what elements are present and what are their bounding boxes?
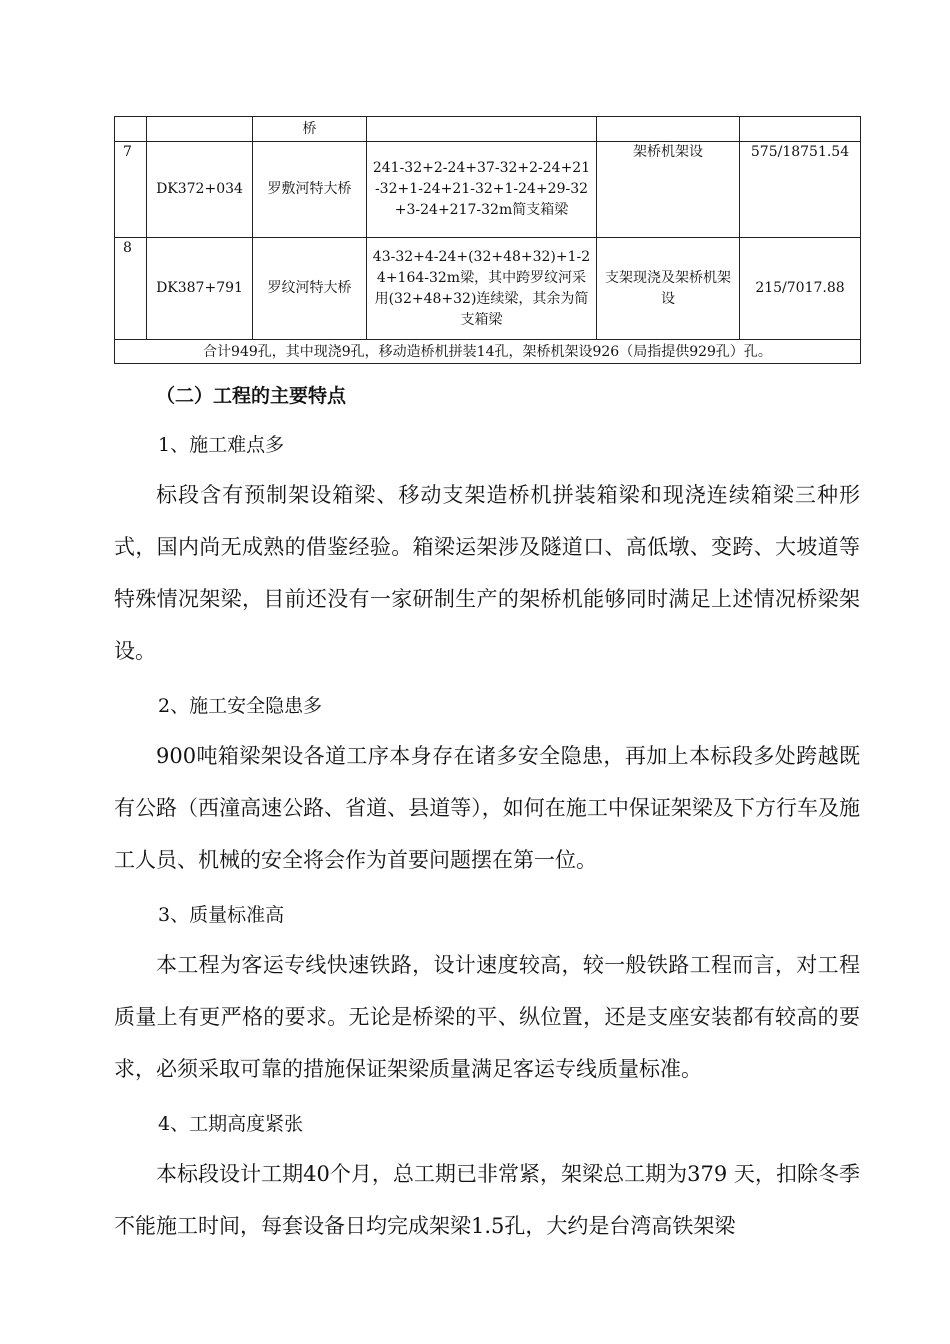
point-heading: 3、质量标准高 [158,904,285,926]
row-span-layout [367,117,597,142]
row-number [115,117,147,142]
row-count: 215/7017.88 [740,238,861,340]
section-title: （二）工程的主要特点 [156,385,347,407]
point-paragraph: 本标段设计工期40个月，总工期已非常紧，架梁总工期为379 天，扣除冬季不能施工时间，每套设备日均完成架梁1.5孔，大约是台湾高铁架梁 [114,1162,860,1238]
row-number: 8 [115,238,147,340]
row-method [597,117,740,142]
table-row [115,142,861,238]
row-mileage: DK387+791 [147,238,253,340]
point-paragraph: 标段含有预制架设箱梁、移动支架造桥机拼装箱梁和现浇连续箱梁三种形式，国内尚无成熟的借鉴经验。箱梁运架涉及隧道口、高低墩、变跨、大坡道等特殊情况架梁，目前还没有一家研制生产的架桥机能够同时满足上述情况桥梁架设。 [114,483,860,663]
row-mileage [147,117,253,142]
point-heading: 4、工期高度紧张 [158,1113,304,1135]
table-total-row [115,340,861,364]
bridge-table [114,116,861,364]
table-row [115,238,861,340]
row-number: 7 [115,142,147,238]
row-count: 575/18751.54 [740,142,861,238]
row-bridge-name: 桥 [253,117,367,142]
row-method: 支架现浇及架桥机架设 [597,238,740,340]
table-total: 合计949孔，其中现浇9孔，移动造桥机拼装14孔，架桥机架设926（局指提供929孔）孔。 [115,340,861,364]
main-content [114,376,860,1252]
row-count [740,117,861,142]
table-row [115,117,861,142]
row-span-layout: 241-32+2-24+37-32+2-24+21-32+1-24+21-32+1-24+29-32+3-24+217-32m简支箱梁 [367,142,597,238]
point-heading: 1、施工难点多 [158,434,285,456]
row-method: 架桥机架设 [597,142,740,238]
row-span-layout: 43-32+4-24+(32+48+32)+1-24+164-32m梁，其中跨罗纹河采用(32+48+32)连续梁，其余为简支箱梁 [367,238,597,340]
row-bridge-name: 罗纹河特大桥 [253,238,367,340]
row-mileage: DK372+034 [147,142,253,238]
point-heading: 2、施工安全隐患多 [158,695,323,717]
point-paragraph: 900吨箱梁架设各道工序本身存在诸多安全隐患，再加上本标段多处跨越既有公路（西潼高速公路、省道、县道等），如何在施工中保证架梁及下方行车及施工人员、机械的安全将会作为首要问题摆在第一位。 [114,744,860,872]
point-paragraph: 本工程为客运专线快速铁路，设计速度较高，较一般铁路工程而言，对工程质量上有更严格的要求。无论是桥梁的平、纵位置，还是支座安装都有较高的要求，必须采取可靠的措施保证架梁质量满足客运专线质量标准。 [114,953,860,1081]
row-bridge-name: 罗敷河特大桥 [253,142,367,238]
